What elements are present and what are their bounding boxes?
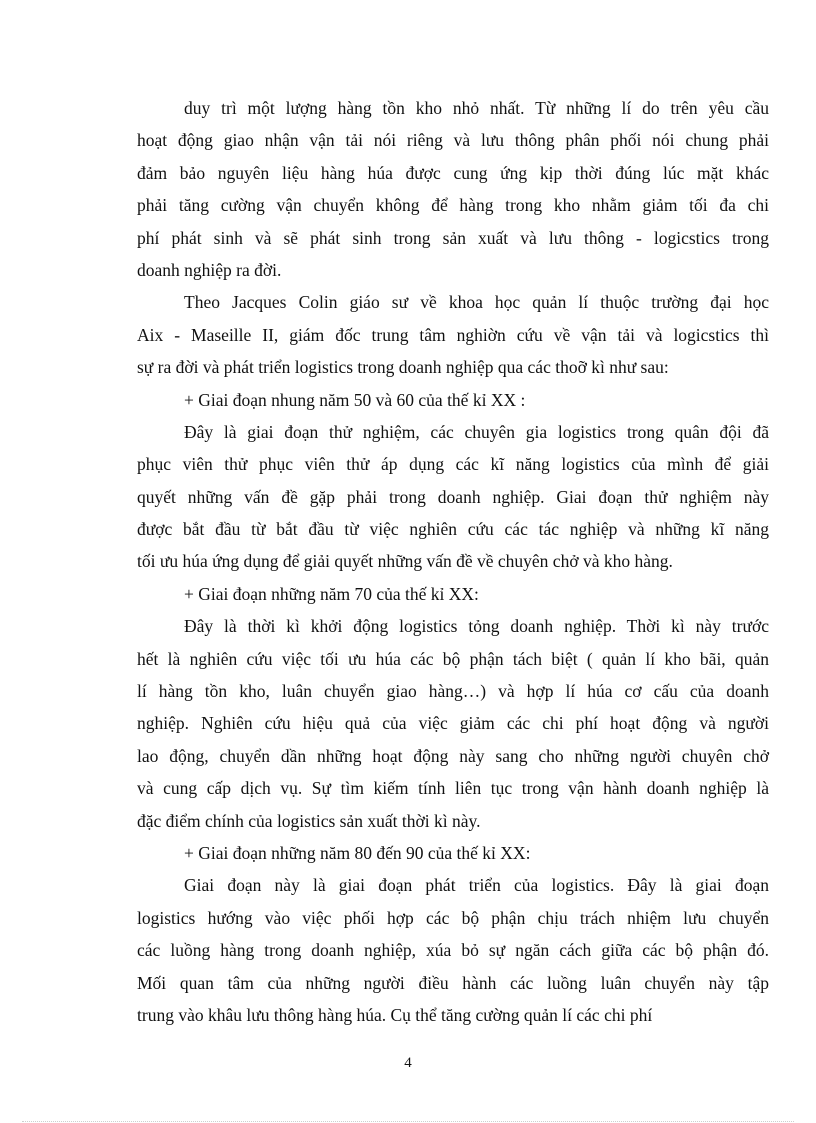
text-line: đặc điểm chính của logistics sản xuất thời kì này. bbox=[137, 810, 481, 831]
text-line: logistics hướng vào việc phối hợp các bộ phận chịu trách nhiệm lưu chuyển bbox=[137, 907, 769, 928]
text-line: trung vào khâu lưu thông hàng húa. Cụ thể tăng cường quản lí các chi phí bbox=[137, 1004, 653, 1025]
text-line: quyết những vấn đề gặp phải trong doanh nghiệp. Giai đoạn thử nghiệm này bbox=[137, 486, 769, 507]
text-line: được bắt đầu từ bắt đầu từ việc nghiên cứu các tác nghiệp và những kĩ năng bbox=[137, 519, 769, 540]
text-line: hoạt động giao nhận vận tải nói riêng và lưu thông phân phối nói chung phải bbox=[137, 130, 769, 151]
text-line: doanh nghiệp ra đời. bbox=[137, 259, 282, 280]
text-line: Giai đoạn này là giai đoạn phát triển của logistics. Đây là giai đoạn bbox=[184, 875, 769, 896]
text-line: Aix - Maseille II, giám đốc trung tâm nghiờn cứu về vận tải và logicstics thì bbox=[137, 324, 769, 345]
text-line: + Giai đoạn nhung năm 50 và 60 của thế kỉ XX : bbox=[184, 389, 526, 410]
text-line: Theo Jacques Colin giáo sư về khoa học quản lí thuộc trường đại học bbox=[184, 292, 769, 313]
body-text bbox=[137, 92, 769, 1031]
text-line: lao động, chuyển dần những hoạt động này sang cho những người chuyên chở bbox=[137, 745, 769, 766]
page-number: 4 bbox=[404, 1055, 412, 1071]
text-line: tối ưu húa ứng dụng để giải quyết những vấn đề về chuyên chở và kho hàng. bbox=[137, 551, 673, 572]
text-line: và cung cấp dịch vụ. Sự tìm kiếm tính liên tục trong vận hành doanh nghiệp là bbox=[137, 778, 769, 799]
text-line: phí phát sinh và sẽ phát sinh trong sản xuất và lưu thông - logicstics trong bbox=[137, 227, 769, 248]
text-line: nghiệp. Nghiên cứu hiệu quả của việc giảm các chi phí hoạt động và người bbox=[137, 713, 769, 734]
text-line: phải tăng cường vận chuyển không để hàng trong kho nhằm giảm tối đa chi bbox=[137, 195, 769, 216]
text-line: + Giai đoạn những năm 80 đến 90 của thế kỉ XX: bbox=[184, 842, 531, 863]
text-line: các luồng hàng trong doanh nghiệp, xúa bỏ sự ngăn cách giữa các bộ phận đó. bbox=[137, 940, 769, 961]
text-line: sự ra đời và phát triển logistics trong doanh nghiệp qua các thoỡ kì như sau: bbox=[137, 357, 669, 378]
text-line: duy trì một lượng hàng tồn kho nhỏ nhất. Từ những lí do trên yêu cầu bbox=[184, 98, 769, 118]
text-line: + Giai đoạn những năm 70 của thế kỉ XX: bbox=[184, 583, 479, 604]
text-line: Đây là giai đoạn thử nghiệm, các chuyên gia logistics trong quân đội đã bbox=[184, 421, 769, 442]
page-bottom-edge bbox=[22, 1121, 794, 1122]
text-line: phục viên thử phục viên thử áp dụng các kĩ năng logistics của mình để giải bbox=[137, 454, 769, 475]
text-line: Mối quan tâm của những người điều hành các luồng luân chuyển này tập bbox=[137, 972, 769, 993]
text-line: Đây là thời kì khởi động logistics tỏng doanh nghiệp. Thời kì này trước bbox=[184, 616, 769, 637]
text-line: hết là nghiên cứu việc tối ưu húa các bộ phận tách biệt ( quản lí kho bãi, quản bbox=[137, 648, 769, 669]
text-line: lí hàng tồn kho, luân chuyển giao hàng…) và hợp lí húa cơ cấu của doanh bbox=[137, 681, 769, 702]
text-line: đảm bảo nguyên liệu hàng húa được cung ứng kịp thời đúng lúc mặt khác bbox=[137, 162, 769, 183]
